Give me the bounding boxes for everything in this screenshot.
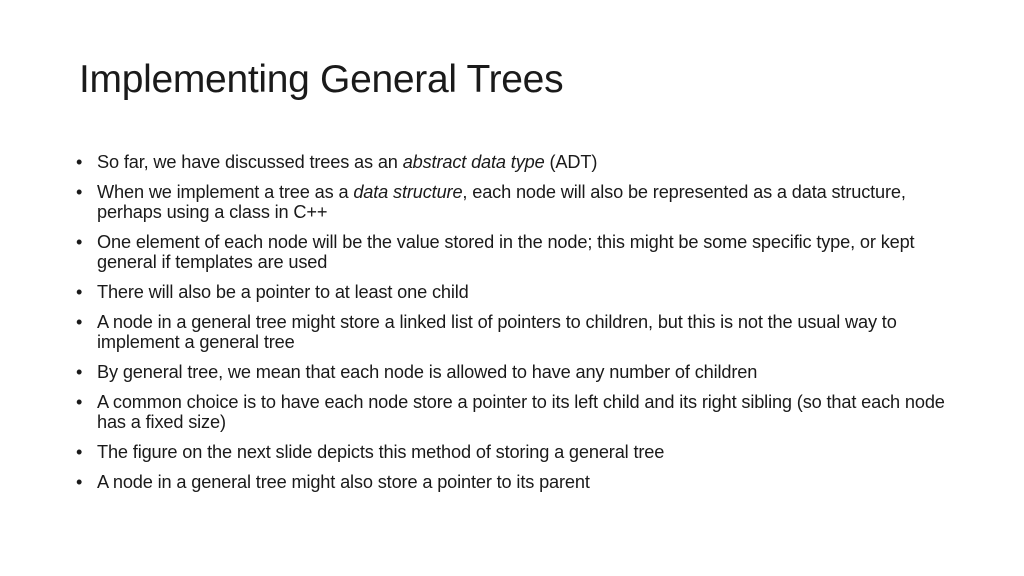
- bullet-item: [76, 282, 956, 302]
- bullet-text: [97, 152, 597, 172]
- bullet-text: There will also be a pointer to at least one child: [97, 282, 469, 302]
- text-run: So far, we have discussed trees as an: [97, 152, 403, 172]
- slide-title: Implementing General Trees: [79, 58, 564, 101]
- bullet-dot-icon: •: [76, 442, 83, 462]
- bullet-item: [76, 442, 956, 462]
- text-run: (ADT): [544, 152, 598, 172]
- bullet-dot-icon: •: [76, 282, 83, 302]
- bullet-list: [76, 152, 956, 502]
- bullet-text: A node in a general tree might store a linked list of pointers to children, but this is not the usual way to implement a general tree: [97, 312, 897, 352]
- bullet-item: [76, 312, 956, 352]
- bullet-item: [76, 472, 956, 492]
- italic-run: data structure: [353, 182, 463, 202]
- text-run: , each node will also be represented as a data structure, perhaps using a class in C++: [97, 182, 906, 222]
- bullet-dot-icon: •: [76, 182, 83, 202]
- bullet-item: [76, 392, 956, 432]
- bullet-text: By general tree, we mean that each node is allowed to have any number of children: [97, 362, 758, 382]
- italic-run: abstract data type: [402, 152, 545, 172]
- bullet-text: The figure on the next slide depicts this method of storing a general tree: [97, 442, 665, 462]
- bullet-text: A common choice is to have each node store a pointer to its left child and its right sibling (so that each node has a fixed size): [97, 392, 945, 432]
- bullet-item: [76, 362, 956, 382]
- bullet-text: [97, 182, 906, 222]
- bullet-item: [76, 152, 956, 172]
- bullet-dot-icon: •: [76, 312, 83, 332]
- bullet-text: One element of each node will be the value stored in the node; this might be some specific type, or kept general if templates are used: [97, 232, 915, 272]
- bullet-dot-icon: •: [76, 232, 83, 252]
- bullet-item: [76, 232, 956, 272]
- bullet-dot-icon: •: [76, 362, 83, 382]
- text-run: When we implement a tree as a: [97, 182, 354, 202]
- bullet-dot-icon: •: [76, 472, 83, 492]
- bullet-text: A node in a general tree might also store a pointer to its parent: [97, 472, 590, 492]
- bullet-dot-icon: •: [76, 152, 83, 172]
- bullet-item: [76, 182, 956, 222]
- bullet-dot-icon: •: [76, 392, 83, 412]
